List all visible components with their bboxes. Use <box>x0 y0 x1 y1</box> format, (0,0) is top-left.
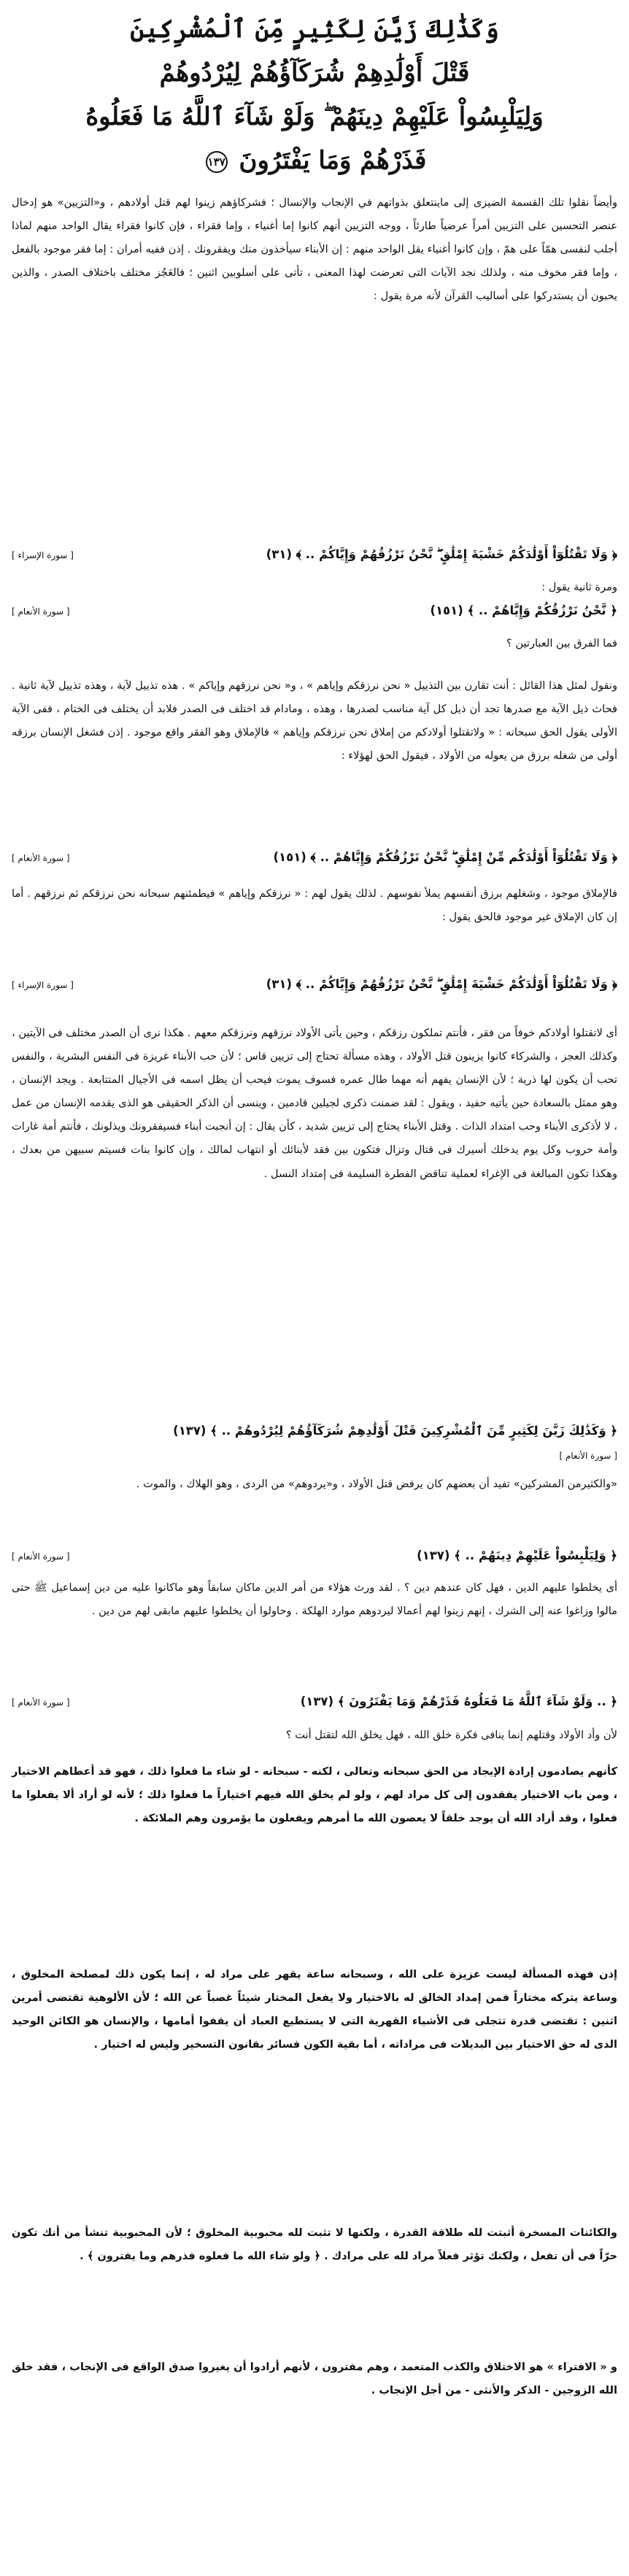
paragraph <box>12 1724 617 1747</box>
paragraph <box>12 882 617 929</box>
paragraph-text: و « الافتراء » هو الاختلاق والكذب المتعمد ، وهم مفترون ، لأنهم أرادوا أن يغيروا صدق الواقع فى الإنجاب ، فقد خلق الله الزوجين - الذكر والأنثى - من أجل الإنجاب . <box>12 2361 617 2397</box>
paragraph-text: وأيضاً نقلوا تلك القسمة الضيزى إلى ماينتعلق بذواتهم في الإنجاب والإنسال ؛ فشركاؤهم زينوا لهم قتل أولادهم ، و«التزيين» هو إدخال عنصر التحسين على التزيين أمراً عرضياً طارئاً ، ووجه التزيين أنهم كانوا إما أغنياء ، وإما فقراء ، فإن كانوا فقراء يقال الواحد منهم لماذا أجلب لنفسى همّاً على همّ ، وإن كانوا أغنياء يقل الواحد منهم : إن الأبناء سيأخذون منك ويفقرونك . إذن ففيه أمران : إما فقر موجود بالفعل ، وإما فقر مخوف منه ، ولذلك نجد الآيات التى تعرضت لهذا المعنى ، تأتى على أسلوبين اثنين ؛ فالعَجُز مختلف باختلاف الصدر ، والذين يحبون أن يستدركوا على أساليب القرآن لأنه مرة يقول : <box>12 196 617 303</box>
verse-line: قَتْلَ أَوْلَٰدِهِمْ شُرَكَآؤُهُمْ لِيُرْدُوهُمْ <box>159 58 470 88</box>
paragraph <box>12 632 617 655</box>
paragraph-text: أى لاتقتلوا أولادكم خوفاً من فقر ، فأنتم تملكون رزقكم ، وحين يأتى الأولاد نرزقهم ونرزقكم معهم . هكذا نرى أن الصدر مختلف فى الآيتين ، وكذلك العجز ، والشركاء كانوا يزينون قتل الأولاد ، وهذه مسألة تحتاج إلى تزيين قاس ؛ لأن حب الأبناء غريزة فى النفس البشرية ، والنفس تحب أن يكون لها ذرية ؛ لأن الإنسان يفهم أنه مهما طال عمره فسوف يموت فيحب أن يظل اسمه فى الأجيال المتتابعة . ويجد الإنسان ، وهو ممثل بالسعادة حين يأتيه حفيد ، ويقول : لقد ضمنت ذكرى لجيلين قادمين ، وينسى أن الذكر الحقيقى هو الذى يقدمه الإنسان من عمل ، لا لأذكرى الأبناء وحب امتداد الذات . وقتل الأبناء يحتاج إلى تزيين شديد ، كأن يقال : إن أنجبت أبناء فسيفقرونك ويذلونك ، فأنتم أمة غارات وأمة حروب وكل يوم يدخلك أسيرك فى قتال وتزال فتكون بين فقد لأبنائك أو انتهاب لمالك ، وإن كانوا بنات فسيتم سبيهن من بعدك ، وهكذا تكون المبالغة فى الإغراء لعملية تناقض الفطرة السليمة فى إمتداد النسل . <box>12 1027 617 1180</box>
paragraph <box>12 2356 617 2402</box>
surah-ref: [ سورة الأنعام ] <box>12 1551 70 1562</box>
quote-text: ﴿ وَلَا تَقْتُلُوٓاْ أَوْلَٰدَكُمْ خَشْيَةَ إِمْلَٰقٍ ۖ نَّحْنُ نَرْزُقُهُمْ وَإِيَّاكُمْ .. ﴾ (٣١) <box>266 547 617 561</box>
surah-ref: [ سورة الإسراء ] <box>12 980 74 990</box>
quran-quote <box>12 544 617 569</box>
paragraph-text: أى يخلطوا عليهم الدين ، فهل كان عندهم دين ؟ . لقد ورث هؤلاء من أمر الدين ماكان سابقاً وهو ماكانوا عليه من دين إسماعيل ﷺ حتى مالوا وزاغوا عنه إلى الشرك ، إنهم زينوا لهم أعمالا ليردوهم موارد الهلكة . وحاولوا أن يخلطوا عليهم مابقى لهم من دين . <box>12 1581 617 1618</box>
quran-quote <box>12 1692 617 1716</box>
surah-ref: [ سورة الأنعام ] <box>12 1697 70 1708</box>
quote-text: ﴿ وَلِيَلْبِسُواْ عَلَيْهِمْ دِينَهُمْ .. ﴾ (١٣٧) <box>417 1549 617 1562</box>
surah-ref: [ سورة الأنعام ] <box>12 853 70 863</box>
surah-ref: [ سورة الأنعام ] <box>12 606 70 617</box>
paragraph <box>12 576 617 599</box>
paragraph-text: فالإملاق موجود ، وشغلهم برزق أنفسهم يملأ نفوسهم . لذلك يقول لهم : « نرزقكم وإياهم » فيطمئنهم سبحانه نحن نرزقكم ثم نرزقهم . أما إن كان الإملاق غير موجود فالحق يقول : <box>12 887 617 924</box>
verse-line <box>13 139 616 182</box>
paragraph <box>12 191 617 308</box>
paragraph <box>12 1760 617 1830</box>
paragraph-text: والكائنات المسخرة أثبتت لله طلاقة القدرة ، ولكنها لا تثبت لله محبوبية المخلوق ؛ لأن المحبوبية تنشأ من أنك تكون حرّاً فى أن تفعل ، ولكنك تؤثر فعلاً مراد لله على مرادك . ﴿ ولو شاء الله ما فعلوه فذرهم وما يفترون ﴾ . <box>12 2226 617 2263</box>
paragraph-text: كأنهم يصادمون إرادة الإيجاد من الحق سبحانه وتعالى ، لكنه - سبحانه - لو شاء ما فعلوا ذلك ، فهو قد أعطاهم الاختيار ، ومن باب الاختيار يفقدون إلى كل مراد لهم ، ولو لم يخلق الله فيهم اختياراً ما فعلوا ذلك ؛ لأنه لو أراد ألا يفعلوا ما فعلوا ، وقد أراد الله أن يوجد خلقاً لا يعصون الله ما أمرهم ويفعلون ما يؤمرون وهم الملائكة . <box>12 1765 617 1825</box>
paragraph-text: ونقول لمثل هذا القائل : أنت تقارن بين التذييل « نحن نرزقكم وإياهم » ، و« نحن نرزقهم وإياكم » . هذه تذييل لآية ، وهذه تذييل لآية ثانية . فحاث ذيل الآية مع صدرها تجد أن ذيل كل آية مناسب لصدرها ، وهذه ، ومادام قد اختلف فى الصدر فلابد أن يختلف فى الختام ، ففى الآية الأولى يقول الحق سبحانه : « ولاتقتلوا أولادكم من إملاق نحن نرزقكم وإياهم » فالإملاق وهو الفقر واقع موجود . إذن فشغل الإنسان برزقه أولى من شغله برزق من يعوله من الأولاد ، فيقول الحق لهؤلاء : <box>12 679 617 763</box>
verse-line: وَلِيَلْبِسُواْ عَلَيْهِمْ دِينَهُمْ ۖ وَلَوْ شَآءَ ٱللَّهُ مَا فَعَلُوهُ <box>85 102 544 131</box>
surah-ref: [ سورة الإسراء ] <box>12 550 74 560</box>
quran-quote <box>12 601 617 625</box>
verse-header <box>13 7 616 187</box>
paragraph-text: «والكثيرمن المشركين» تفيد أن بعضهم كان يرفض قتل الأولاد ، و«يردوهم» من الردى ، وهو الهلاك ، والموت . <box>136 1478 617 1490</box>
paragraph <box>12 1473 617 1496</box>
quote-text: ﴿ .. وَلَوْ شَآءَ ٱللَّهُ مَا فَعَلُوهُ فَذَرْهُمْ وَمَا يَفْتَرُونَ ﴾ (١٣٧) <box>300 1694 617 1708</box>
verse-number: ١٣٧ <box>206 151 228 173</box>
paragraph <box>12 1022 617 1186</box>
verse-line: وَكَذَٰلِكَ زَيَّنَ لِكَثِيرٍ مِّنَ ٱلْمُشْرِكِينَ <box>130 15 499 44</box>
quote-text: ﴿ وَلَا تَقْتُلُوٓاْ أَوْلَٰدَكُمْ خَشْيَةَ إِمْلَٰقٍ ۖ نَّحْنُ نَرْزُقُهُمْ وَإِيَّاكُمْ .. ﴾ (٣١) <box>266 977 617 991</box>
quran-quote <box>12 974 617 999</box>
quote-text: ﴿ نَّحْنُ نَرْزُقُكُمْ وَإِيَّاهُمْ .. ﴾ (١٥١) <box>430 603 617 617</box>
paragraph-text: إذن فهذه المسألة ليست عزيزة على الله ، وسبحانه ساعة يقهر على مراد له ، إنما يكون ذلك لمصلحة المخلوق ، وساعة يتركه مختاراً فمن إمداد الخالق له بالاختيار ولا يفعل المختار شيئاً غصباً عن الله ؛ لأن الألوهية تقتضى أمرين اثنين : تقتضى قدرة تتجلى فى الأشياء القهرية التى لا يستطيع العباد أن يقفوا أمامها ، والإنسان هو الكائن الوحيد الذى له حق الاختيار بين البديلات فى مراداته ، أما بقية الكون فسائر بقانون التسخير وليس له اختيار . <box>12 1968 617 2051</box>
quran-quote <box>12 1421 617 1446</box>
verse-line-text: فَذَرْهُمْ وَمَا يَفْتَرُونَ <box>239 146 427 175</box>
paragraph <box>12 1963 617 2056</box>
quote-text: ﴿ وَكَذَٰلِكَ زَيَّنَ لِكَثِيرٍ مِّنَ ٱلْمُشْرِكِينَ قَتْلَ أَوْلَٰدِهِمْ شُرَكَآؤُهُمْ لِيُرْدُوهُمْ .. ﴾ (١٣٧) <box>173 1424 617 1438</box>
quran-quote <box>12 1546 617 1570</box>
paragraph-text: ومرة ثانية يقول : <box>541 581 617 593</box>
quran-quote <box>12 847 617 872</box>
paragraph <box>12 674 617 768</box>
surah-ref: [ سورة الأنعام ] <box>559 1451 617 1461</box>
quote-text: ﴿ وَلَا تَقْتُلُوٓاْ أَوْلَٰدَكُم مِّنْ إِمْلَٰقٍ ۖ نَّحْنُ نَرْزُقُكُمْ وَإِيَّاهُمْ .. ﴾ (١٥١) <box>273 850 617 864</box>
paragraph <box>12 1576 617 1623</box>
quran-quote-ref <box>12 1446 617 1471</box>
paragraph-text: لأن وأد الأولاد وقتلهم إنما ينافى فكرة خلق الله ، فهل يخلق الله لتقتل أنت ؟ <box>285 1729 617 1741</box>
paragraph-text: فما الفرق بين العبارتين ؟ <box>506 637 617 649</box>
paragraph <box>12 2221 617 2268</box>
